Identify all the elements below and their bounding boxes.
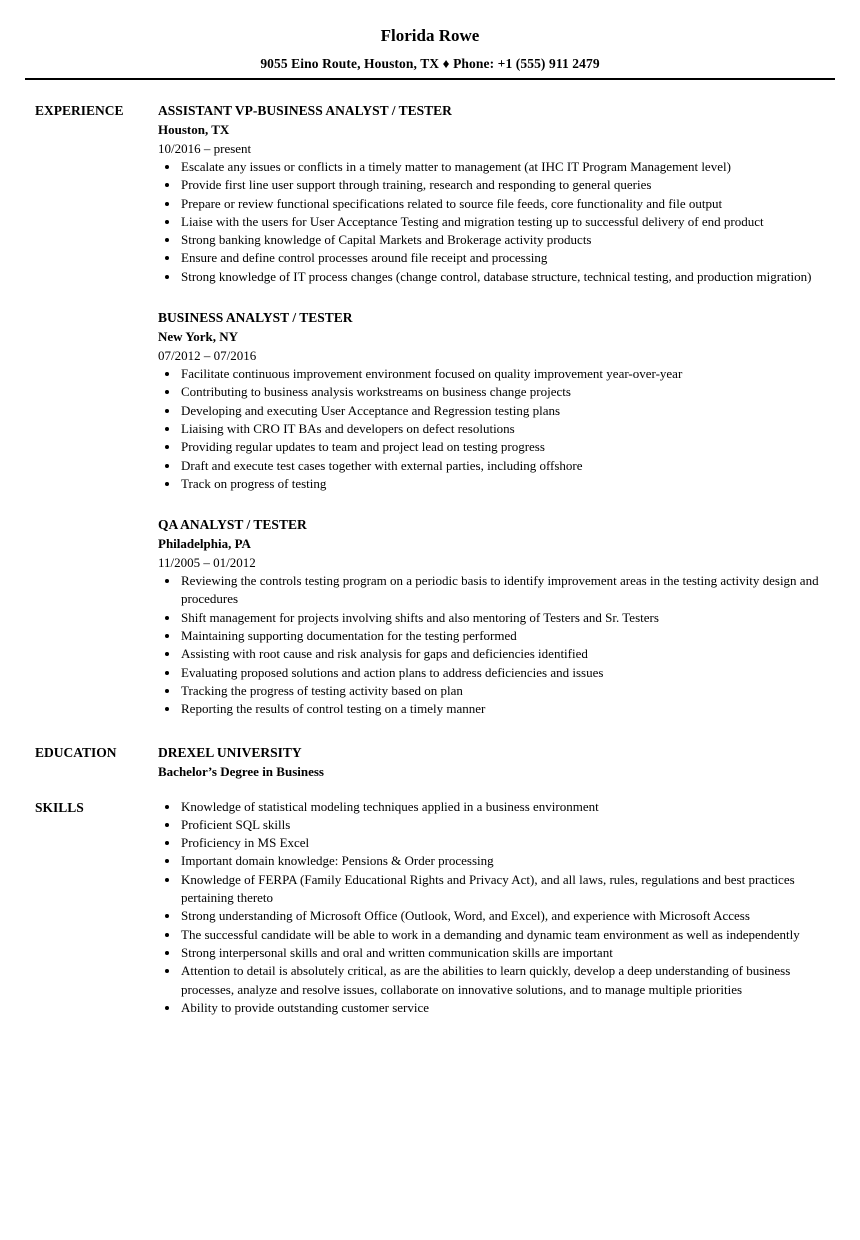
job-bullet-list [158, 572, 833, 718]
bullet-item: • Strong understanding of Microsoft Office (Outlook, Word, and Excel), and experience with Microsoft Access [180, 907, 833, 925]
bullet-item: • Liaise with the users for User Acceptance Testing and migration testing up to successful delivery of end product [180, 213, 833, 231]
job-location: New York, NY [158, 329, 239, 345]
bullet-item: • Facilitate continuous improvement environment focused on quality improvement year-over-year [180, 365, 833, 383]
bullet-item: • Contributing to business analysis workstreams on business change projects [180, 383, 833, 401]
job-entry [158, 101, 833, 286]
school-name: DREXEL UNIVERSITY [158, 744, 302, 760]
bullet-item: • Ability to provide outstanding customer service [180, 999, 833, 1017]
section-label-skills: SKILLS [35, 799, 84, 815]
contact-line: 9055 Eino Route, Houston, TX ♦ Phone: +1 (555) 911 2479 [260, 56, 600, 71]
bullet-item: • Developing and executing User Acceptance and Regression testing plans [180, 402, 833, 420]
bullet-item: • Track on progress of testing [180, 475, 833, 493]
bullet-item: • Prepare or review functional specifications related to source file feeds, core functionality and file output [180, 195, 833, 213]
skills-content [158, 798, 833, 1018]
section-label-education: EDUCATION [35, 744, 117, 760]
header-divider [25, 78, 835, 80]
job-entry [158, 308, 833, 493]
experience-content [158, 101, 833, 719]
education-section [0, 743, 860, 781]
resume-header [0, 0, 860, 72]
job-location: Houston, TX [158, 122, 230, 137]
job-location: Philadelphia, PA [158, 536, 251, 552]
degree-name: Bachelor’s Degree in Business [158, 763, 324, 779]
bullet-item: • Draft and execute test cases together with external parties, including offshore [180, 457, 833, 475]
education-content [158, 743, 833, 781]
bullet-item: • Evaluating proposed solutions and action plans to address deficiencies and issues [180, 664, 833, 682]
candidate-name: Florida Rowe [380, 26, 480, 45]
skills-section [0, 798, 860, 1018]
job-bullet-list [158, 365, 833, 493]
bullet-item: • Proficiency in MS Excel [180, 834, 833, 852]
job-title: ASSISTANT VP-BUSINESS ANALYST / TESTER [158, 103, 452, 118]
bullet-item: • The successful candidate will be able to work in a demanding and dynamic team environment as well as independently [180, 926, 833, 944]
bullet-item: • Assisting with root cause and risk analysis for gaps and deficiencies identified [180, 645, 833, 663]
job-dates: 11/2005 – 01/2012 [158, 555, 256, 571]
bullet-item: • Strong banking knowledge of Capital Markets and Brokerage activity products [180, 231, 833, 249]
bullet-item: • Ensure and define control processes around file receipt and processing [180, 249, 833, 267]
job-title: QA ANALYST / TESTER [158, 517, 307, 533]
bullet-item: • Tracking the progress of testing activity based on plan [180, 682, 833, 700]
bullet-item: • Liaising with CRO IT BAs and developers on defect resolutions [180, 420, 833, 438]
bullet-item: • Strong knowledge of IT process changes (change control, database structure, technical testing, and production migration) [180, 268, 833, 286]
skills-bullet-list [158, 798, 833, 1018]
bullet-item: • Important domain knowledge: Pensions & Order processing [180, 852, 833, 870]
bullet-item: • Provide first line user support through training, research and responding to general queries [180, 176, 833, 194]
bullet-item: • Attention to detail is absolutely critical, as are the abilities to learn quickly, develop a deep understanding of business processes, analyze and resolve issues, collaborate on innovative solutions, and to manage multiple priorities [180, 962, 833, 999]
bullet-item: • Knowledge of statistical modeling techniques applied in a business environment [180, 798, 833, 816]
job-dates: 10/2016 – present [158, 141, 252, 156]
bullet-item: • Escalate any issues or conflicts in a timely matter to management (at IHC IT Program Management level) [180, 158, 833, 176]
bullet-item: • Providing regular updates to team and project lead on testing progress [180, 438, 833, 456]
bullet-item: • Shift management for projects involving shifts and also mentoring of Testers and Sr. Testers [180, 609, 833, 627]
bullet-item: • Reviewing the controls testing program on a periodic basis to identify improvement areas in the testing activity design and procedures [180, 572, 833, 609]
job-dates: 07/2012 – 07/2016 [158, 348, 257, 364]
bullet-item: • Knowledge of FERPA (Family Educational Rights and Privacy Act), and all laws, rules, regulations and best practices pertaining thereto [180, 871, 833, 908]
bullet-item: • Reporting the results of control testing on a timely manner [180, 700, 833, 718]
bullet-item: • Maintaining supporting documentation for the testing performed [180, 627, 833, 645]
experience-section [0, 101, 860, 719]
bullet-item: • Proficient SQL skills [180, 816, 833, 834]
bullet-item: • Strong interpersonal skills and oral and written communication skills are important [180, 944, 833, 962]
job-entry [158, 515, 833, 718]
section-label-experience: EXPERIENCE [35, 103, 124, 118]
job-bullet-list [158, 158, 833, 286]
job-title: BUSINESS ANALYST / TESTER [158, 310, 353, 326]
